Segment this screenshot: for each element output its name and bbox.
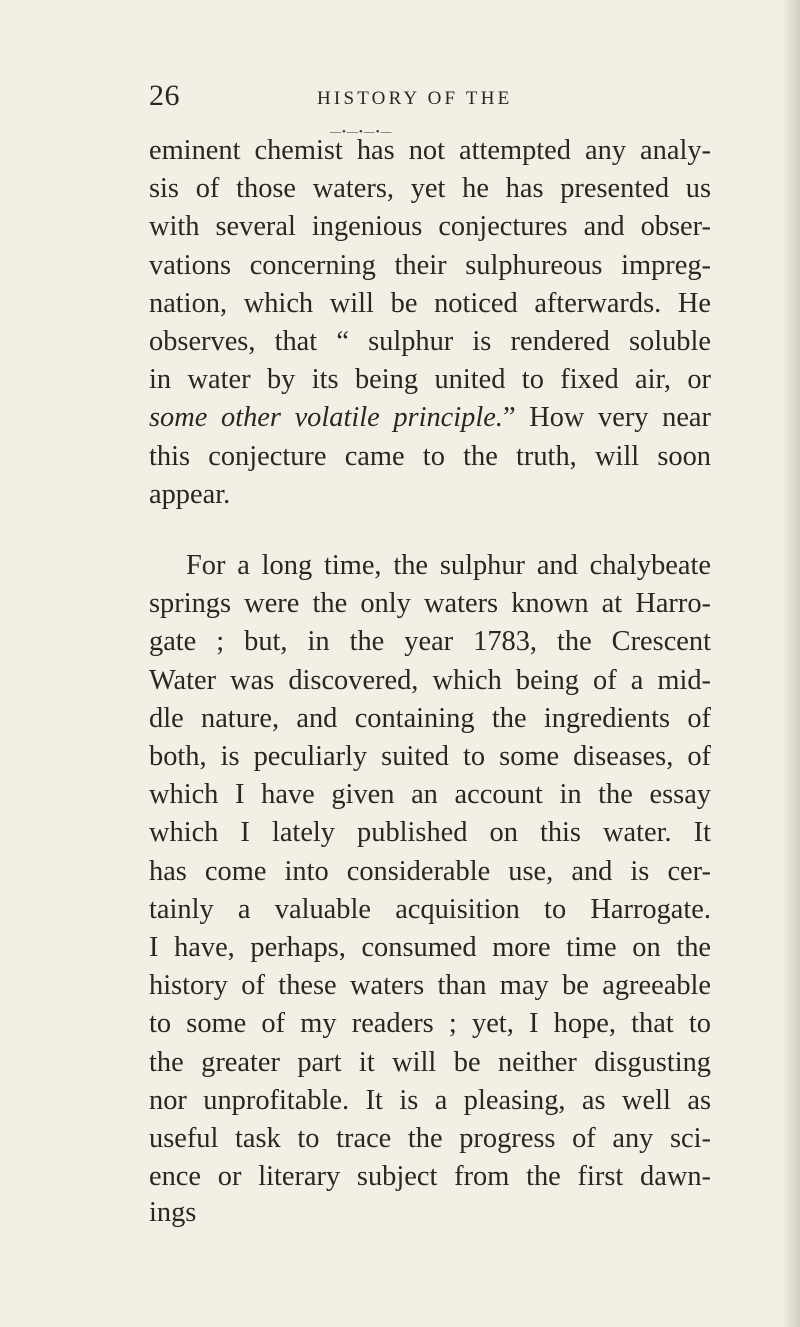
text-line: tainly a valuable acquisition to Harrogate. bbox=[149, 893, 711, 925]
text-line: nation, which will be noticed afterwards. He bbox=[149, 287, 711, 319]
text-line: I have, perhaps, consumed more time on the bbox=[149, 932, 711, 964]
text-line: to some of my readers ; yet, I hope, that to bbox=[149, 1008, 711, 1040]
italic-quote: some other volatile principle. bbox=[149, 402, 503, 434]
quote-close: ” How very near bbox=[502, 402, 711, 434]
text-line-mixed bbox=[149, 399, 711, 437]
catchword: ings bbox=[149, 1197, 197, 1229]
text-line: both, is peculiarly suited to some diseases, of bbox=[149, 741, 711, 773]
text-line: gate ; but, in the year 1783, the Crescent bbox=[149, 626, 711, 658]
text-line: Water was discovered, which being of a mid- bbox=[149, 664, 711, 696]
text-line: useful task to trace the progress of any sci- bbox=[149, 1123, 711, 1155]
text-line: For a long time, the sulphur and chalybeate bbox=[186, 550, 711, 582]
page-edge-shadow bbox=[782, 0, 800, 1327]
text-line: sis of those waters, yet he has presented us bbox=[149, 173, 711, 205]
page-number: 26 bbox=[149, 79, 180, 112]
text-line: ence or literary subject from the first dawn- bbox=[149, 1161, 711, 1193]
paragraph-1 bbox=[149, 132, 711, 514]
text-line: the greater part it will be neither disgusting bbox=[149, 1046, 711, 1078]
text-line: springs were the only waters known at Harro- bbox=[149, 588, 711, 620]
text-line: has come into considerable use, and is cer- bbox=[149, 855, 711, 887]
running-head: HISTORY OF THE bbox=[317, 88, 513, 109]
text-line: which I lately published on this water. It bbox=[149, 817, 711, 849]
header-ornament: —•—•—•— bbox=[330, 126, 393, 138]
text-line: dle nature, and containing the ingredients of bbox=[149, 702, 711, 734]
text-line: which I have given an account in the essay bbox=[149, 779, 711, 811]
text-line: vations concerning their sulphureous impreg- bbox=[149, 249, 711, 281]
text-line: observes, that “ sulphur is rendered soluble bbox=[149, 326, 711, 358]
text-line: appear. bbox=[149, 478, 231, 510]
text-line: this conjecture came to the truth, will soon bbox=[149, 440, 711, 472]
paragraph-2 bbox=[149, 547, 711, 1233]
text-line: with several ingenious conjectures and obser- bbox=[149, 211, 711, 243]
text-line: eminent chemist has not attempted any analy- bbox=[149, 135, 711, 166]
body-text bbox=[149, 132, 711, 1233]
text-line: in water by its being united to fixed air, or bbox=[149, 364, 711, 396]
page-header bbox=[149, 80, 709, 120]
text-line: history of these waters than may be agreeable bbox=[149, 970, 711, 1002]
text-line: nor unprofitable. It is a pleasing, as well as bbox=[149, 1084, 711, 1116]
